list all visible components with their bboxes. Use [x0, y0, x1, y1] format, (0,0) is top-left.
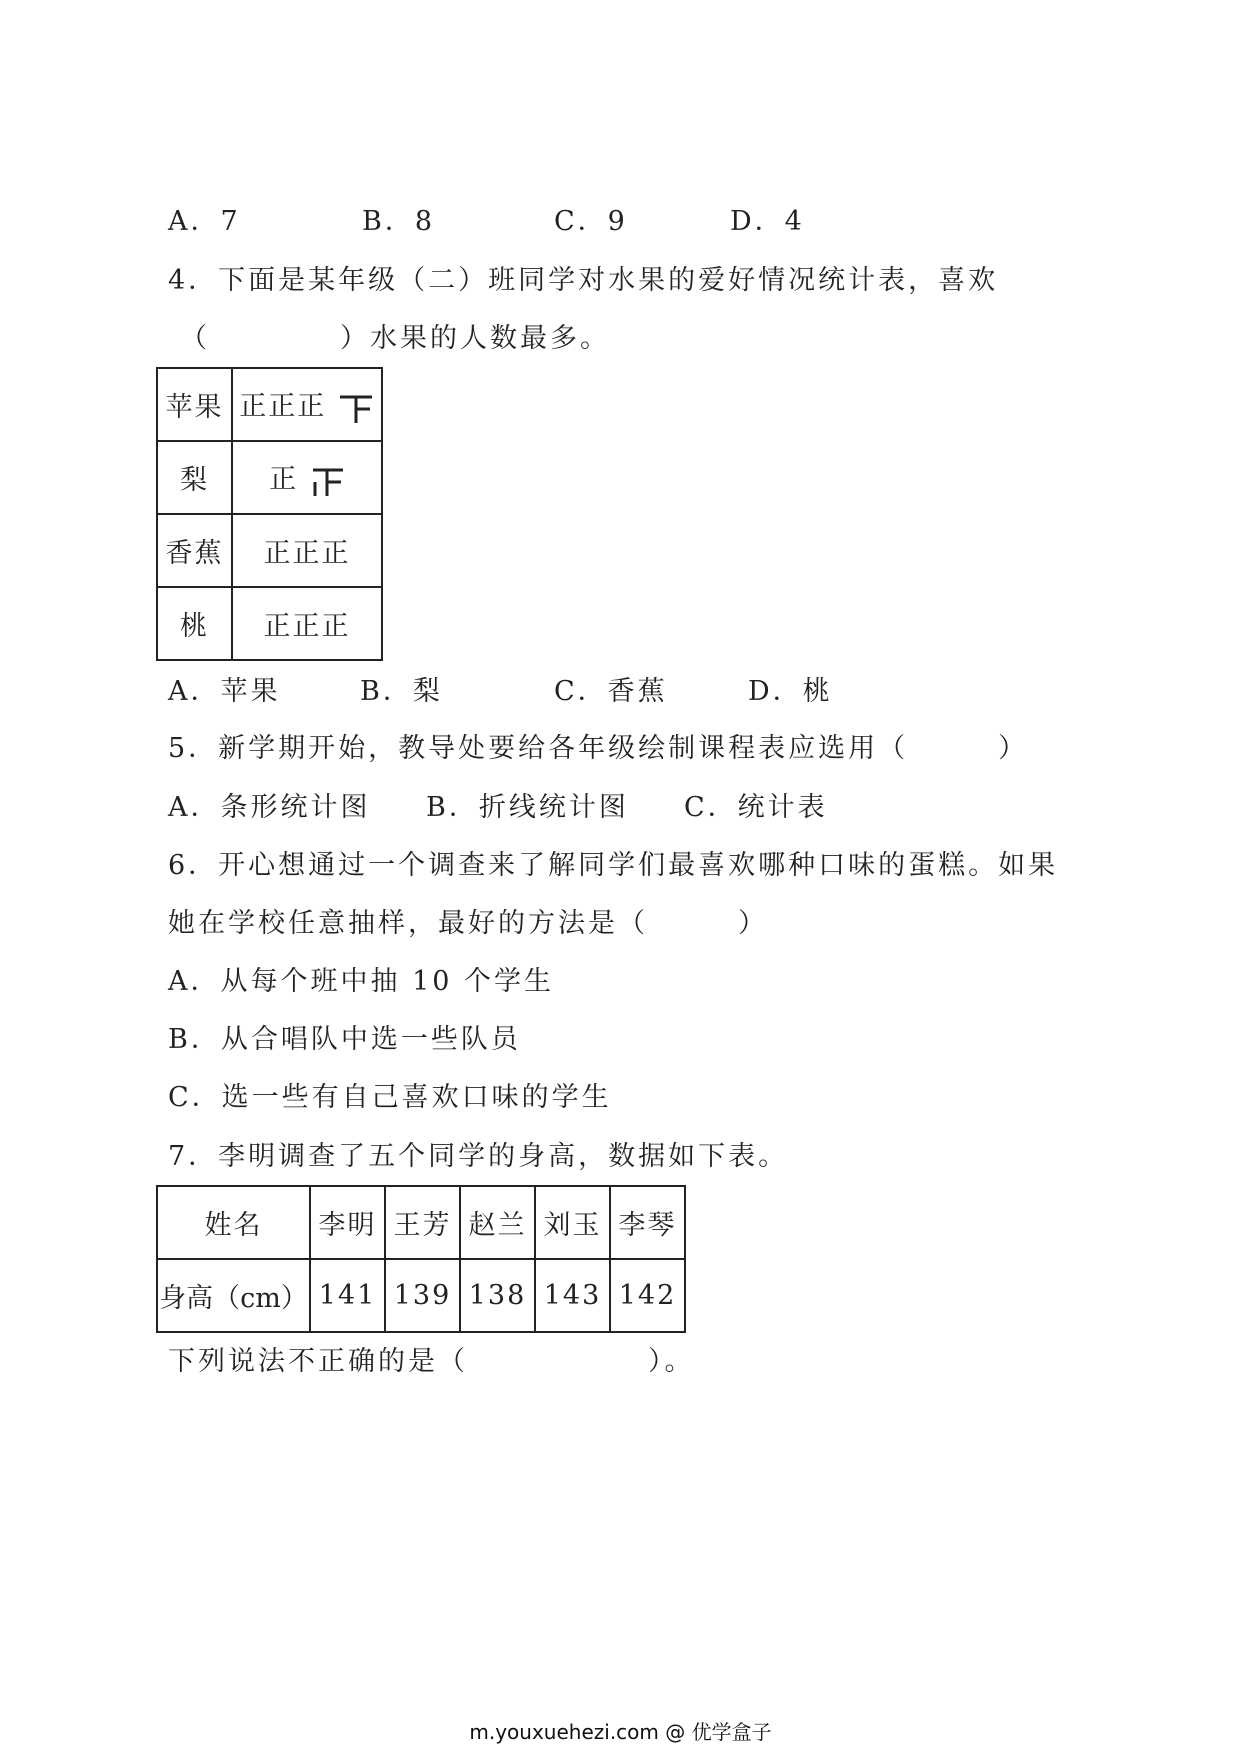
tally-marks: 正正正	[232, 514, 382, 587]
tally-marks: 正	[269, 464, 299, 496]
tally-marks: 正正正	[232, 587, 382, 660]
q5-option-b: B．折线统计图	[426, 792, 629, 823]
student-height: 138	[460, 1259, 535, 1332]
table-row	[157, 368, 382, 441]
q4-text-line2: ）水果的人数最多。	[340, 323, 610, 354]
student-height: 142	[610, 1259, 685, 1332]
table-row	[157, 1259, 685, 1332]
q5-text: 5．新学期开始，教导处要给各年级绘制课程表应选用（ ）	[168, 733, 1029, 764]
q3-option-b: B．8	[362, 206, 436, 237]
table-row	[157, 514, 382, 587]
student-name: 李明	[310, 1186, 385, 1259]
fruit-name: 梨	[157, 441, 232, 514]
height-table	[156, 1185, 686, 1333]
q4-option-a: A．苹果	[168, 676, 281, 707]
header-label: 姓名	[157, 1186, 310, 1259]
row-label: 身高（cm）	[157, 1259, 310, 1332]
q3-option-a: A．7	[168, 206, 241, 237]
student-name: 赵兰	[460, 1186, 535, 1259]
student-height: 141	[310, 1259, 385, 1332]
fruit-name: 苹果	[157, 368, 232, 441]
q5-option-a: A．条形统计图	[168, 792, 371, 823]
q4-text-line1: 4．下面是某年级（二）班同学对水果的爱好情况统计表，喜欢	[168, 265, 999, 296]
table-row	[157, 587, 382, 660]
tally-cell	[232, 441, 382, 514]
student-name: 王芳	[385, 1186, 460, 1259]
fruit-name: 桃	[157, 587, 232, 660]
student-name: 刘玉	[535, 1186, 610, 1259]
tally-partial-icon	[337, 391, 375, 425]
q6-text-line1: 6．开心想通过一个调查来了解同学们最喜欢哪种口味的蛋糕。如果	[168, 850, 1059, 881]
student-height: 143	[535, 1259, 610, 1332]
q5-option-c: C．统计表	[684, 792, 828, 823]
tally-marks: 正正正	[239, 391, 327, 423]
q3-option-d: D．4	[730, 206, 805, 237]
q6-text-line2: 她在学校任意抽样，最好的方法是（ ）	[168, 908, 768, 939]
q4-option-b: B．梨	[360, 676, 443, 707]
student-name: 李琴	[610, 1186, 685, 1259]
q6-option-a: A．从每个班中抽 10 个学生	[168, 966, 555, 997]
q6-option-b: B．从合唱队中选一些队员	[168, 1024, 521, 1055]
fruit-name: 香蕉	[157, 514, 232, 587]
q7-text: 7．李明调查了五个同学的身高，数据如下表。	[168, 1141, 789, 1172]
table-row	[157, 1186, 685, 1259]
q6-option-c: C．选一些有自己喜欢口味的学生	[168, 1082, 612, 1113]
q4-text-open-paren: （	[180, 323, 210, 354]
footer-watermark: m.youxuehezi.com @ 优学盒子	[469, 1720, 772, 1744]
q4-option-d: D．桃	[748, 676, 833, 707]
tally-partial-icon	[309, 464, 345, 498]
q7-after-text: 下列说法不正确的是（ ）。	[168, 1346, 695, 1377]
student-height: 139	[385, 1259, 460, 1332]
fruit-tally-table	[156, 367, 383, 661]
table-row	[157, 441, 382, 514]
q3-option-c: C．9	[554, 206, 628, 237]
q4-option-c: C．香蕉	[554, 676, 668, 707]
tally-cell	[232, 368, 382, 441]
